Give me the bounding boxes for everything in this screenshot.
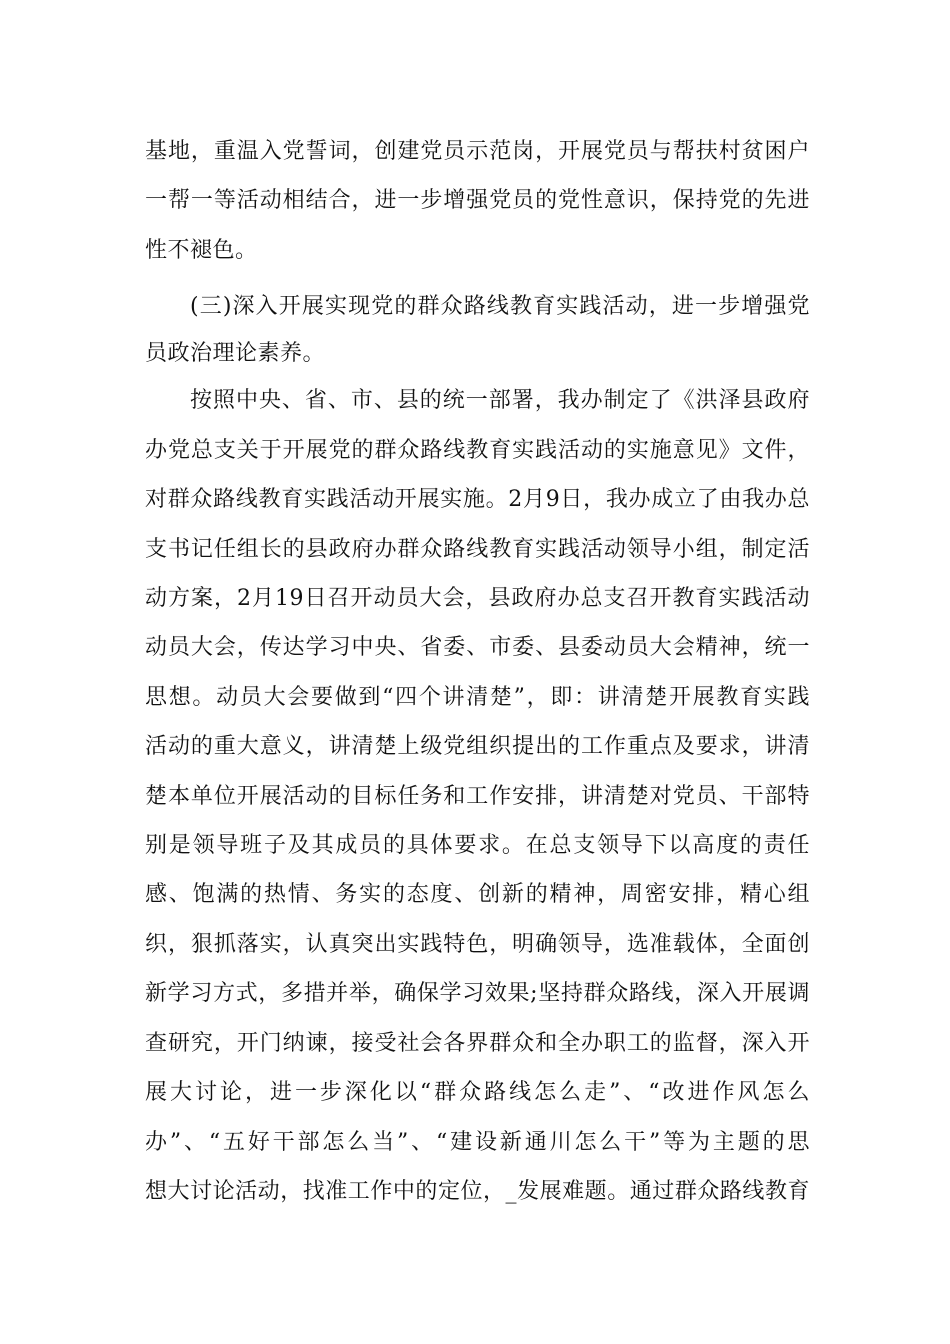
text-line: 别是领导班子及其成员的具体要求。在总支领导下以高度的责任 — [145, 833, 810, 858]
text-line: 查研究，开门纳谏，接受社会各界群众和全办职工的监督，深入开 — [145, 1031, 810, 1056]
text-line: 新学习方式，多措并举，确保学习效果;坚持群众路线，深入开展调 — [145, 981, 810, 1006]
text-line: 办党总支关于开展党的群众路线教育实践活动的实施意见》文件， — [145, 438, 810, 463]
section-heading-line: 员政治理论素养。 — [145, 341, 326, 366]
text-line: 动员大会，传达学习中央、省委、市委、县委动员大会精神，统一 — [145, 635, 810, 660]
text-line: 基地，重温入党誓词，创建党员示范岗，开展党员与帮扶村贫困户 — [145, 139, 810, 164]
text-line: 活动的重大意义，讲清楚上级党组织提出的工作重点及要求，讲清 — [145, 734, 810, 759]
text-line: 对群众路线教育实践活动开展实施。2月9日，我办成立了由我办总 — [145, 487, 810, 512]
text-line: 感、饱满的热情、务实的态度、创新的精神，周密安排，精心组 — [145, 882, 810, 907]
text-line: 展大讨论，进一步深化以“群众路线怎么走”、“改进作风怎么 — [145, 1080, 810, 1105]
text-line: 一帮一等活动相结合，进一步增强党员的党性意识，保持党的先进 — [145, 188, 810, 213]
text-line: 思想。动员大会要做到“四个讲清楚”，即：讲清楚开展教育实践 — [145, 685, 810, 710]
text-line: 织，狠抓落实，认真突出实践特色，明确领导，选准载体，全面创 — [145, 932, 810, 957]
text-line: 支书记任组长的县政府办群众路线教育实践活动领导小组，制定活 — [145, 537, 810, 562]
text-line: 楚本单位开展活动的目标任务和工作安排，讲清楚对党员、干部特 — [145, 784, 810, 809]
section-heading-line: (三)深入开展实现党的群众路线教育实践活动，进一步增强党 — [190, 294, 810, 319]
text-line: 想大讨论活动，找准工作中的定位，_发展难题。通过群众路线教育 — [145, 1179, 810, 1204]
text-line: 办”、“五好干部怎么当”、“建设新通川怎么干”等为主题的思 — [145, 1130, 810, 1155]
text-line: 动方案，2月19日召开动员大会，县政府办总支召开教育实践活动 — [145, 586, 810, 611]
text-line: 性不褪色。 — [145, 238, 258, 263]
text-line: 按照中央、省、市、县的统一部署，我办制定了《洪泽县政府 — [190, 388, 810, 413]
